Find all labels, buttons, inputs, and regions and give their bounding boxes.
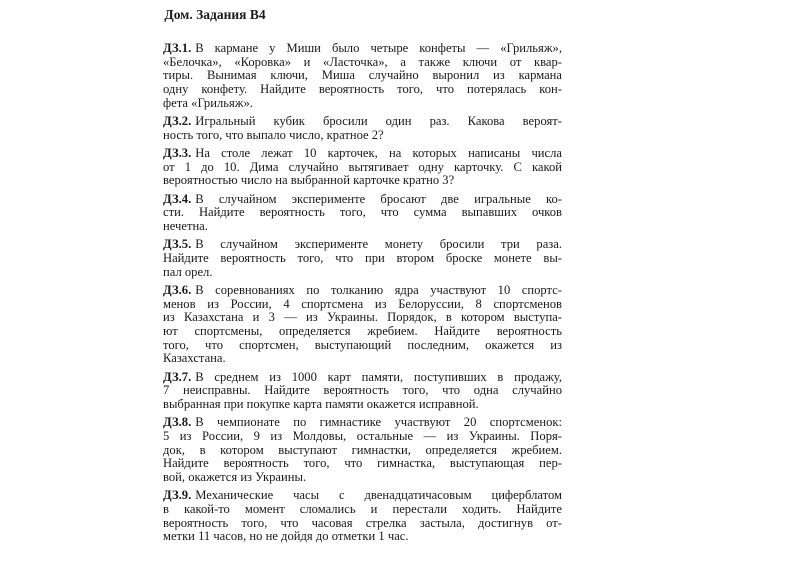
problem-list xyxy=(163,42,562,549)
problem-text: метки 11 часов, но не дойдя до отметки 1 час. xyxy=(163,529,409,544)
problem-7 xyxy=(163,371,562,412)
problem-text: В соревнованиях по толканию ядра участвуют 10 спортс- xyxy=(195,282,562,297)
problem-line xyxy=(163,115,562,129)
problem-text: В среднем из 1000 карт памяти, поступивших в продажу, xyxy=(195,369,562,384)
problem-text: Найдите вероятность того, что при втором броске монете вы- xyxy=(163,251,562,265)
problem-line xyxy=(163,371,562,385)
problem-text: выбранная при покупке карта памяти окажется исправной. xyxy=(163,397,479,412)
problem-text: Казахстана. xyxy=(163,351,226,366)
problem-4 xyxy=(163,193,562,234)
problem-3 xyxy=(163,147,562,188)
problem-text: нечетна. xyxy=(163,219,208,234)
problem-line xyxy=(163,129,562,143)
problem-line xyxy=(163,298,562,312)
problem-text: вероятность того, что часовая стрелка застыла, достигнув от- xyxy=(163,515,562,530)
problem-text: от 1 до 10. Дима случайно вытягивает одну карточку. С какой xyxy=(163,159,562,174)
problem-line xyxy=(163,352,562,366)
problem-label: ДЗ.1. xyxy=(163,41,192,55)
problem-line xyxy=(163,503,562,517)
problem-line xyxy=(163,56,562,70)
problem-text: того, что спортсмен, выступающий последним, окажется из xyxy=(163,337,562,352)
problem-line xyxy=(163,471,562,485)
problem-text: ют спортсмены, определяется жребием. Найдите вероятность xyxy=(163,324,562,339)
problem-line xyxy=(163,161,562,175)
problem-label: ДЗ.3. xyxy=(163,146,192,160)
problem-line xyxy=(163,97,562,111)
problem-line xyxy=(163,220,562,234)
problem-1 xyxy=(163,42,562,110)
problem-text: На столе лежат 10 карточек, на которых написаны числа xyxy=(195,146,562,160)
problem-text: Игральный кубик бросили один раз. Какова вероят- xyxy=(195,114,562,129)
problem-line xyxy=(163,489,562,503)
problem-text: В чемпионате по гимнастике участвуют 20 спортсменок: xyxy=(195,415,562,430)
problem-label: ДЗ.6. xyxy=(163,282,192,297)
problem-label: ДЗ.8. xyxy=(163,415,192,430)
page-title: Дом. Задания В4 xyxy=(164,7,266,22)
problem-text: ность того, что выпало число, кратное 2? xyxy=(163,127,384,142)
problem-line xyxy=(163,384,562,398)
problem-line xyxy=(163,69,562,83)
problem-line xyxy=(163,416,562,430)
problem-line xyxy=(163,193,562,207)
problem-line xyxy=(163,147,562,161)
problem-line xyxy=(163,339,562,353)
problem-line xyxy=(163,206,562,220)
problem-label: ДЗ.9. xyxy=(163,488,192,503)
problem-text: «Белочка», «Коровка» и «Ласточка», а также ключи от квар- xyxy=(163,54,562,69)
problem-text: пал орел. xyxy=(163,264,213,279)
problem-2 xyxy=(163,115,562,142)
problem-label: ДЗ.2. xyxy=(163,114,192,129)
problem-text: тиры. Вынимая ключи, Миша случайно выронил из кармана xyxy=(163,68,562,83)
problem-label: ДЗ.4. xyxy=(163,191,192,206)
problem-line xyxy=(163,266,562,280)
problem-9 xyxy=(163,489,562,544)
problem-text: В кармане у Миши было четыре конфеты — «Грильяж», xyxy=(195,41,562,55)
problem-line xyxy=(163,311,562,325)
problem-text: вой, окажется из Украины. xyxy=(163,470,307,485)
problem-text: вероятностью число на выбранной карточке кратно 3? xyxy=(163,173,455,188)
problem-label: ДЗ.5. xyxy=(163,237,192,252)
problem-line xyxy=(163,398,562,412)
problem-text: 5 из России, 9 из Молдовы, остальные — из Украины. Поря- xyxy=(163,429,562,444)
problem-text: в какой-то момент сломались и перестали ходить. Найдите xyxy=(163,502,562,517)
problem-text: из Казахстана и 3 — из Украины. Порядок, в котором выступа- xyxy=(163,310,562,325)
problem-line xyxy=(163,517,562,531)
problem-text: Найдите вероятность того, что гимнастка, выступающая пер- xyxy=(163,456,562,471)
problem-line xyxy=(163,174,562,188)
problem-line xyxy=(163,42,562,56)
problem-text: сти. Найдите вероятность того, что сумма выпавших очков xyxy=(163,205,562,220)
problem-8 xyxy=(163,416,562,484)
problem-line xyxy=(163,83,562,97)
problem-line xyxy=(163,457,562,471)
problem-text: одну конфету. Найдите вероятность того, что потерялась кон- xyxy=(163,82,562,97)
problem-text: 7 неисправны. Найдите вероятность того, что одна случайно xyxy=(163,383,562,398)
problem-text: В случайном эксперименте бросают две игральные ко- xyxy=(195,191,562,206)
problem-text: док, в котором выступают гимнастки, определяется жребием. xyxy=(163,442,562,457)
problem-line xyxy=(163,252,562,266)
problem-5 xyxy=(163,238,562,279)
problem-text: менов из России, 4 спортсмена из Белоруссии, 8 спортсменов xyxy=(163,296,562,311)
problem-6 xyxy=(163,284,562,366)
problem-label: ДЗ.7. xyxy=(163,369,192,384)
problem-line xyxy=(163,444,562,458)
problem-line xyxy=(163,325,562,339)
problem-line xyxy=(163,430,562,444)
problem-line xyxy=(163,284,562,298)
problem-line xyxy=(163,238,562,252)
problem-text: Механические часы с двенадцатичасовым циферблатом xyxy=(195,488,562,503)
problem-line xyxy=(163,530,562,544)
problem-text: фета «Грильяж». xyxy=(163,95,253,110)
problem-text: В случайном эксперименте монету бросили три раза. xyxy=(195,237,562,252)
